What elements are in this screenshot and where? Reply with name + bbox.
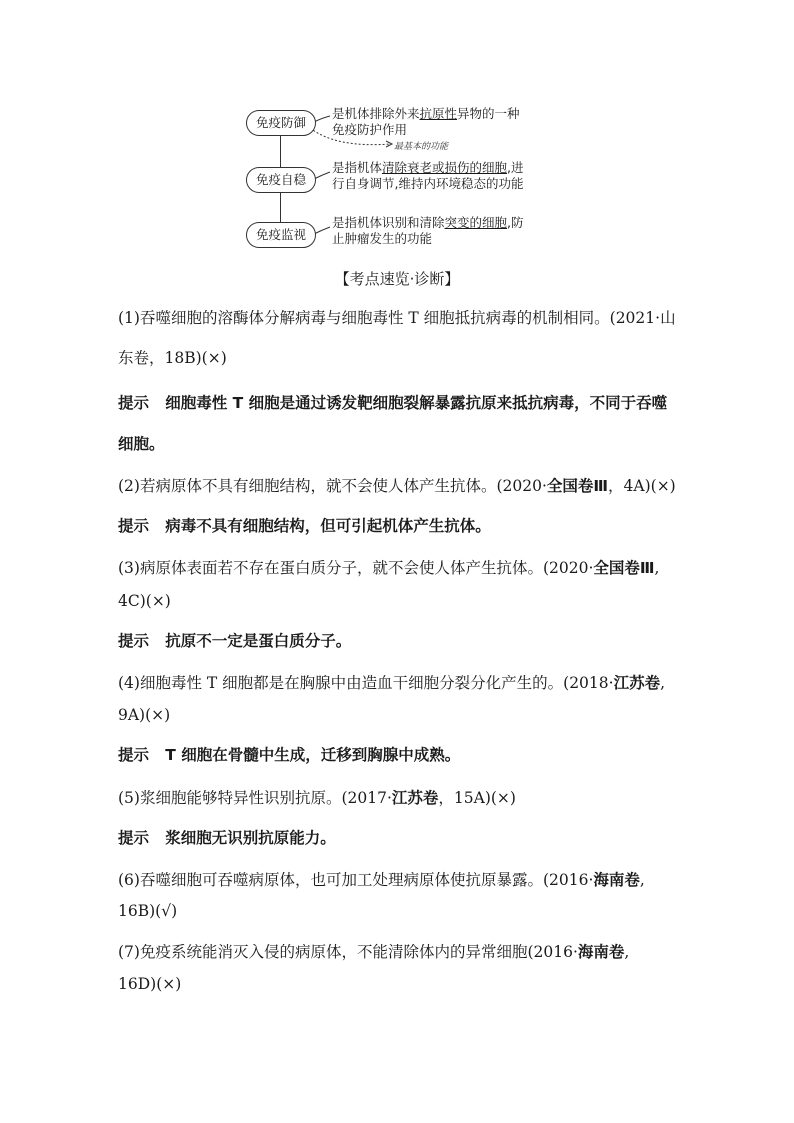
node-defense-description: 是机体排除外来抗原性异物的一种 免疫防护作用 (332, 106, 520, 137)
item-6-source: 16B)(√) (118, 902, 178, 920)
node-immune-surveillance: 免疫监视 (246, 222, 316, 248)
item-1-hint: 提示 细胞毒性 T 细胞是通过诱发靶细胞裂解暴露抗原来抵抗病毒，不同于吞噬 (118, 394, 668, 412)
hint-label: 提示 (118, 394, 150, 412)
item-7-source: 16D)(×) (118, 975, 182, 993)
item-5-statement: (5)浆细胞能够特异性识别抗原。(2017·江苏卷，15A)(×) (118, 789, 516, 807)
section-heading: 【考点速览·诊断】 (334, 270, 460, 288)
item-4-hint: 提示 T 细胞在骨髓中生成，迁移到胸腺中成熟。 (118, 746, 461, 764)
node-immune-homeostasis: 免疫自稳 (246, 167, 316, 193)
item-7-statement: (7)免疫系统能消灭入侵的病原体，不能清除体内的异常细胞(2016·海南卷, (118, 943, 630, 961)
item-3-hint: 提示 抗原不一定是蛋白质分子。 (118, 632, 352, 650)
item-1-statement: (1)吞噬细胞的溶酶体分解病毒与细胞毒性 T 细胞抵抗病毒的机制相同。(2021·山 (118, 309, 676, 327)
item-3-source: 4C)(×) (118, 592, 171, 610)
item-2-hint: 提示 病毒不具有细胞结构，但可引起机体产生抗体。 (118, 517, 491, 535)
node-homeostasis-description: 是指机体清除衰老或损伤的细胞,进 行自身调节,维持内环境稳态的功能 (332, 160, 524, 191)
immune-function-diagram (246, 104, 576, 254)
item-1-hint-cont: 细胞。 (118, 435, 165, 453)
item-4-source: 9A)(×) (118, 706, 171, 724)
diagram-vertical-line (280, 192, 281, 222)
item-1-source: 东卷，18B)(×) (118, 349, 227, 367)
item-6-statement: (6)吞噬细胞可吞噬病原体，也可加工处理病原体使抗原暴露。(2016·海南卷, (118, 871, 645, 889)
hint-label: 提示 (118, 746, 150, 764)
item-4-statement: (4)细胞毒性 T 细胞都是在胸腺中由造血干细胞分裂分化产生的。(2018·江苏卷, (118, 674, 666, 692)
item-2-statement: (2)若病原体不具有细胞结构，就不会使人体产生抗体。(2020·全国卷Ⅲ，4A)(×) (118, 477, 676, 495)
hint-label: 提示 (118, 632, 150, 650)
handwritten-note: 最基本的功能 (394, 142, 449, 152)
node-surveillance-description: 是指机体识别和清除突变的细胞,防 止肿瘤发生的功能 (332, 215, 524, 246)
hint-label: 提示 (118, 829, 150, 847)
diagram-vertical-line (280, 135, 281, 167)
node-immune-defense: 免疫防御 (246, 110, 316, 136)
item-5-hint: 提示 浆细胞无识别抗原能力。 (118, 829, 336, 847)
item-3-statement: (3)病原体表面若不存在蛋白质分子，就不会使人体产生抗体。(2020·全国卷Ⅲ, (118, 559, 660, 577)
hint-label: 提示 (118, 517, 150, 535)
